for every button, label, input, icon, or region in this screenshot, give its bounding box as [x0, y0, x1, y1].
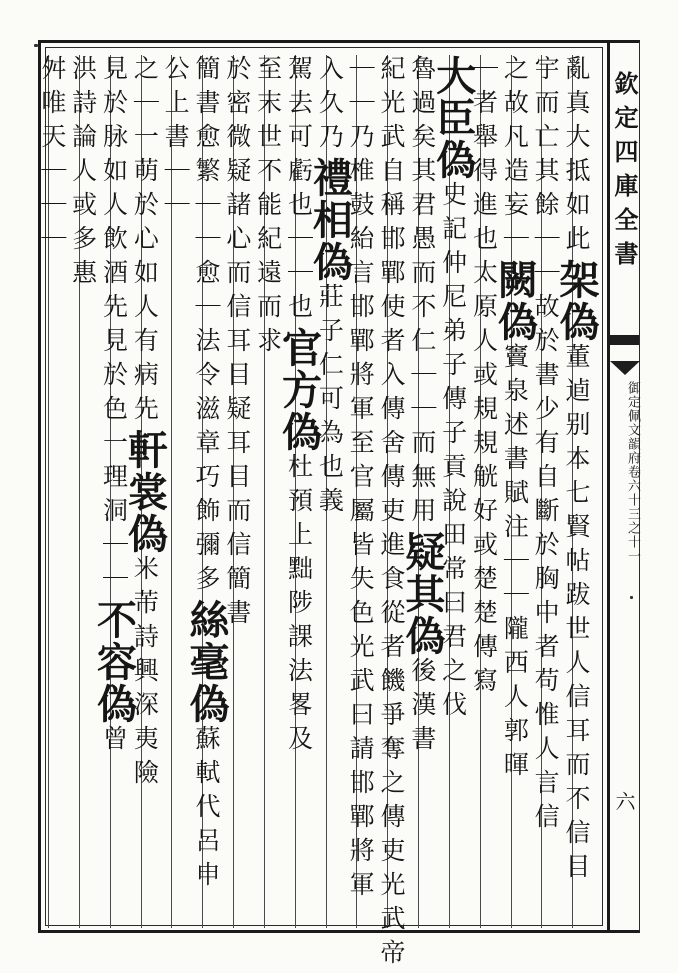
text-segment: 魯過矣其君愚而不仁｜｜而無用 [407, 55, 437, 531]
text-segment: 故於書少有自斷於胸中者苟惟人言信 [531, 293, 561, 837]
text-segment: ｜者舉得進也 [469, 55, 499, 259]
column-text [222, 55, 264, 633]
column-text [376, 55, 418, 973]
text-segment: 蘇軾代呂申 [191, 725, 221, 895]
text-segment: 可虧也｜｜也 [284, 123, 314, 327]
column-text [275, 55, 326, 759]
text-segment: 之故凡造妄｜ [500, 55, 530, 259]
text-column [37, 55, 79, 928]
column-text [491, 55, 542, 785]
column-text [306, 55, 357, 521]
column-text [182, 55, 233, 895]
text-column [275, 55, 326, 928]
column-text [469, 55, 511, 701]
entry-headword: 官方偽 [275, 327, 323, 453]
text-segment: 後漢書 [407, 657, 437, 759]
text-segment: 簡書愈繁｜｜愈｜法令滋章巧飾彌多 [191, 55, 221, 599]
text-segment: 舛唯天｜｜｜ [37, 55, 67, 259]
text-segment: 洪詩論人或多 [68, 55, 98, 259]
column-text [429, 55, 480, 725]
text-segment: 竇泉述書賦注｜｜隴西人郭暉 [500, 343, 530, 785]
text-segment: ｜｜乃椎鼓紿言邯鄲將軍至官屬皆失色光武曰請邯鄲將軍 [346, 55, 376, 905]
text-column [306, 55, 357, 928]
page-number: 六 [612, 791, 636, 811]
entry-headword: 架偽 [552, 259, 600, 343]
text-segment: 於密微疑諸心而信耳目疑耳目而信簡書 [222, 55, 252, 633]
text-segment: 之｜一萌於心如人有病先 [130, 55, 160, 429]
entry-headword: 大臣偽 [429, 55, 477, 181]
text-segment: 惠 [68, 259, 98, 293]
column-text [161, 55, 202, 225]
text-column [90, 55, 141, 928]
volume-caption: 御定佩文韻府卷六十三之十一 [625, 381, 640, 563]
text-segment: 太原人或規規觥好或楚楚傳寫 [469, 259, 499, 701]
text-column [253, 55, 295, 928]
entry-headword: 疑其偽 [398, 531, 446, 657]
entry-headword: 軒裳偽 [121, 429, 169, 555]
text-segment: 公上書｜｜ [161, 55, 191, 225]
text-segment: 史記仲尼弟子傳子貢說田常曰君之伐 [438, 181, 468, 725]
book-title: 欽定四庫全書 [610, 71, 639, 275]
column-text [531, 55, 572, 837]
scan-speck [34, 44, 38, 47]
entry-headword: 闕偽 [491, 259, 539, 343]
text-segment: 米芾詩興深夷險 [130, 555, 160, 793]
fish-tail-mark-lower [610, 361, 640, 375]
scan-speck [630, 596, 633, 599]
text-segment: 杜預上黜陟課法畧及 [284, 453, 314, 759]
entry-headword: 絲毫偽 [182, 599, 230, 725]
text-segment: 曾 [99, 725, 129, 759]
text-segment: 一理洞｜｜ [99, 429, 129, 599]
text-column [182, 55, 233, 928]
text-column [68, 55, 110, 928]
text-segment: 紀光武自稱邯鄲使者入傳舍傳吏進食從者饑爭奪之傳吏 [376, 55, 406, 871]
fish-tail-mark [610, 335, 639, 345]
text-segment: 入久乃 [315, 55, 345, 157]
column-text [398, 55, 449, 759]
text-column [121, 55, 172, 928]
entry-headword: 不容偽 [90, 599, 138, 725]
text-segment: 見於脉如人飲酒先見於色 [99, 55, 129, 429]
text-column [398, 55, 449, 928]
text-column [376, 55, 418, 973]
column-text [253, 55, 295, 361]
text-segment: 至末世不能紀遠而求 [253, 55, 283, 361]
text-column [161, 55, 202, 928]
column-text [37, 55, 79, 259]
text-segment: 董逌别本七賢帖跋世人信耳而不信目 [561, 343, 591, 887]
text-column [491, 55, 542, 928]
column-text [552, 55, 603, 887]
text-segment: 亂真大抵如此 [561, 55, 591, 259]
margin-column [610, 40, 640, 933]
text-segment: 駕去 [284, 55, 314, 123]
text-column [222, 55, 264, 928]
text-segment: 莊子仁可為也義 [315, 283, 345, 521]
text-column [469, 55, 511, 928]
text-column [531, 55, 572, 928]
text-column [552, 55, 603, 928]
column-text [90, 55, 141, 759]
text-column [429, 55, 480, 928]
text-segment: 宇而亡其餘｜｜ [531, 55, 561, 293]
column-text [68, 55, 110, 293]
column-text [346, 55, 387, 905]
entry-headword: 禮相偽 [306, 157, 354, 283]
column-text [121, 55, 172, 793]
text-column [346, 55, 387, 928]
text-segment: 光武帝 [376, 871, 406, 973]
